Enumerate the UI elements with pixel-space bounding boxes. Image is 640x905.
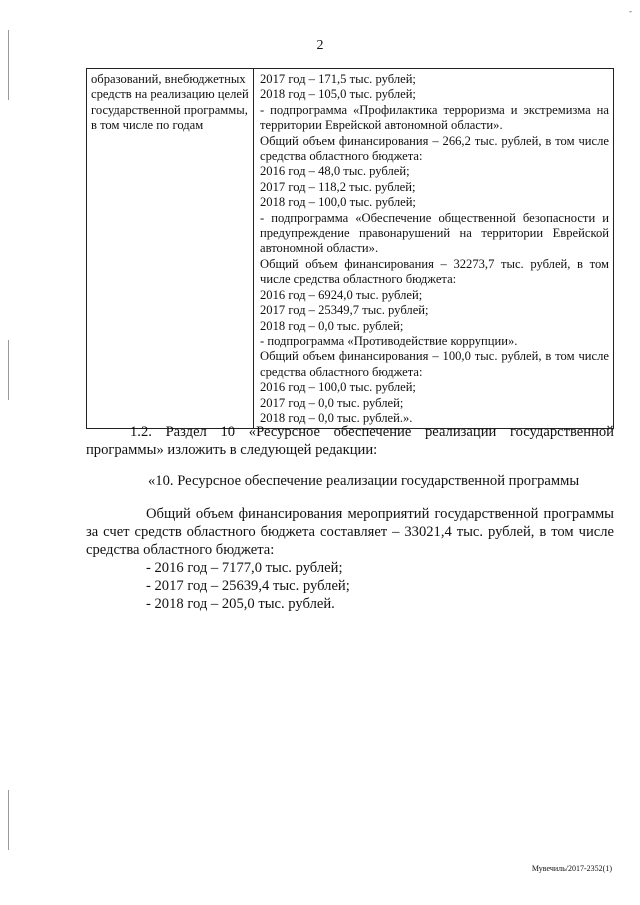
table-cell-values bbox=[254, 69, 614, 429]
table-line: Общий объем финансирования – 266,2 тыс. рублей, в том числе средства областного бюджета: bbox=[260, 133, 609, 164]
table-row bbox=[87, 69, 614, 429]
table-line: Общий объем финансирования – 100,0 тыс. рублей, в том числе средства областного бюджета: bbox=[260, 349, 609, 379]
section-heading: «10. Ресурсное обеспечение реализации государственной программы bbox=[148, 473, 580, 489]
table-line: 2018 год – 0,0 тыс. рублей.». bbox=[260, 410, 413, 425]
list-item: - 2018 год – 205,0 тыс. рублей. bbox=[146, 596, 335, 612]
table-line: 2017 год – 25349,7 тыс. рублей; bbox=[260, 303, 429, 318]
table-line: 2017 год – 118,2 тыс. рублей; bbox=[260, 179, 416, 194]
page-number: 2 bbox=[316, 38, 324, 53]
table-line: 2017 год – 0,0 тыс. рублей; bbox=[260, 395, 404, 410]
table-line: Общий объем финансирования – 32273,7 тыс. рублей, в том числе средства областного бюджета: bbox=[260, 256, 609, 287]
table-line: - подпрограмма «Обеспечение общественной безопасности и предупреждение правонарушений на территории Еврейской автономной области». bbox=[260, 210, 609, 256]
total-funding-paragraph: Общий объем финансирования мероприятий государственной программы за счет средств областного бюджета составляет – 33021,4 тыс. рублей, в том числе средства областного бюджета: bbox=[86, 506, 614, 558]
table-line: - подпрограмма «Противодействие коррупции». bbox=[260, 333, 518, 348]
table-line: 2018 год – 105,0 тыс. рублей; bbox=[260, 87, 416, 102]
section-intro-paragraph: 1.2. Раздел 10 «Ресурсное обеспечение реализации государственной программы» изложить в следующей редакции: bbox=[86, 424, 614, 458]
table-line: 2016 год – 48,0 тыс. рублей; bbox=[260, 164, 410, 179]
table-line: 2016 год – 6924,0 тыс. рублей; bbox=[260, 287, 423, 302]
list-item: - 2017 год – 25639,4 тыс. рублей; bbox=[146, 578, 350, 594]
funding-table bbox=[86, 68, 614, 429]
corner-mark: - bbox=[629, 6, 632, 16]
list-item: - 2016 год – 7177,0 тыс. рублей; bbox=[146, 560, 343, 576]
margin-mark bbox=[8, 790, 9, 850]
table-line: 2016 год – 100,0 тыс. рублей; bbox=[260, 380, 416, 395]
table-line: 2018 год – 100,0 тыс. рублей; bbox=[260, 195, 416, 210]
table-line: 2017 год – 171,5 тыс. рублей; bbox=[260, 72, 416, 86]
document-code: Мувечиль/2017-2352(1) bbox=[531, 864, 612, 873]
year-list bbox=[86, 559, 640, 613]
table-line: - подпрограмма «Профилактика терроризма и экстремизма на территории Еврейской автономной области». bbox=[260, 102, 609, 133]
table-cell-label: образований, внебюджетных средств на реализацию целей государственной программы, в том числе по годам bbox=[87, 69, 254, 429]
margin-mark bbox=[8, 340, 9, 400]
table-line: 2018 год – 0,0 тыс. рублей; bbox=[260, 318, 404, 333]
